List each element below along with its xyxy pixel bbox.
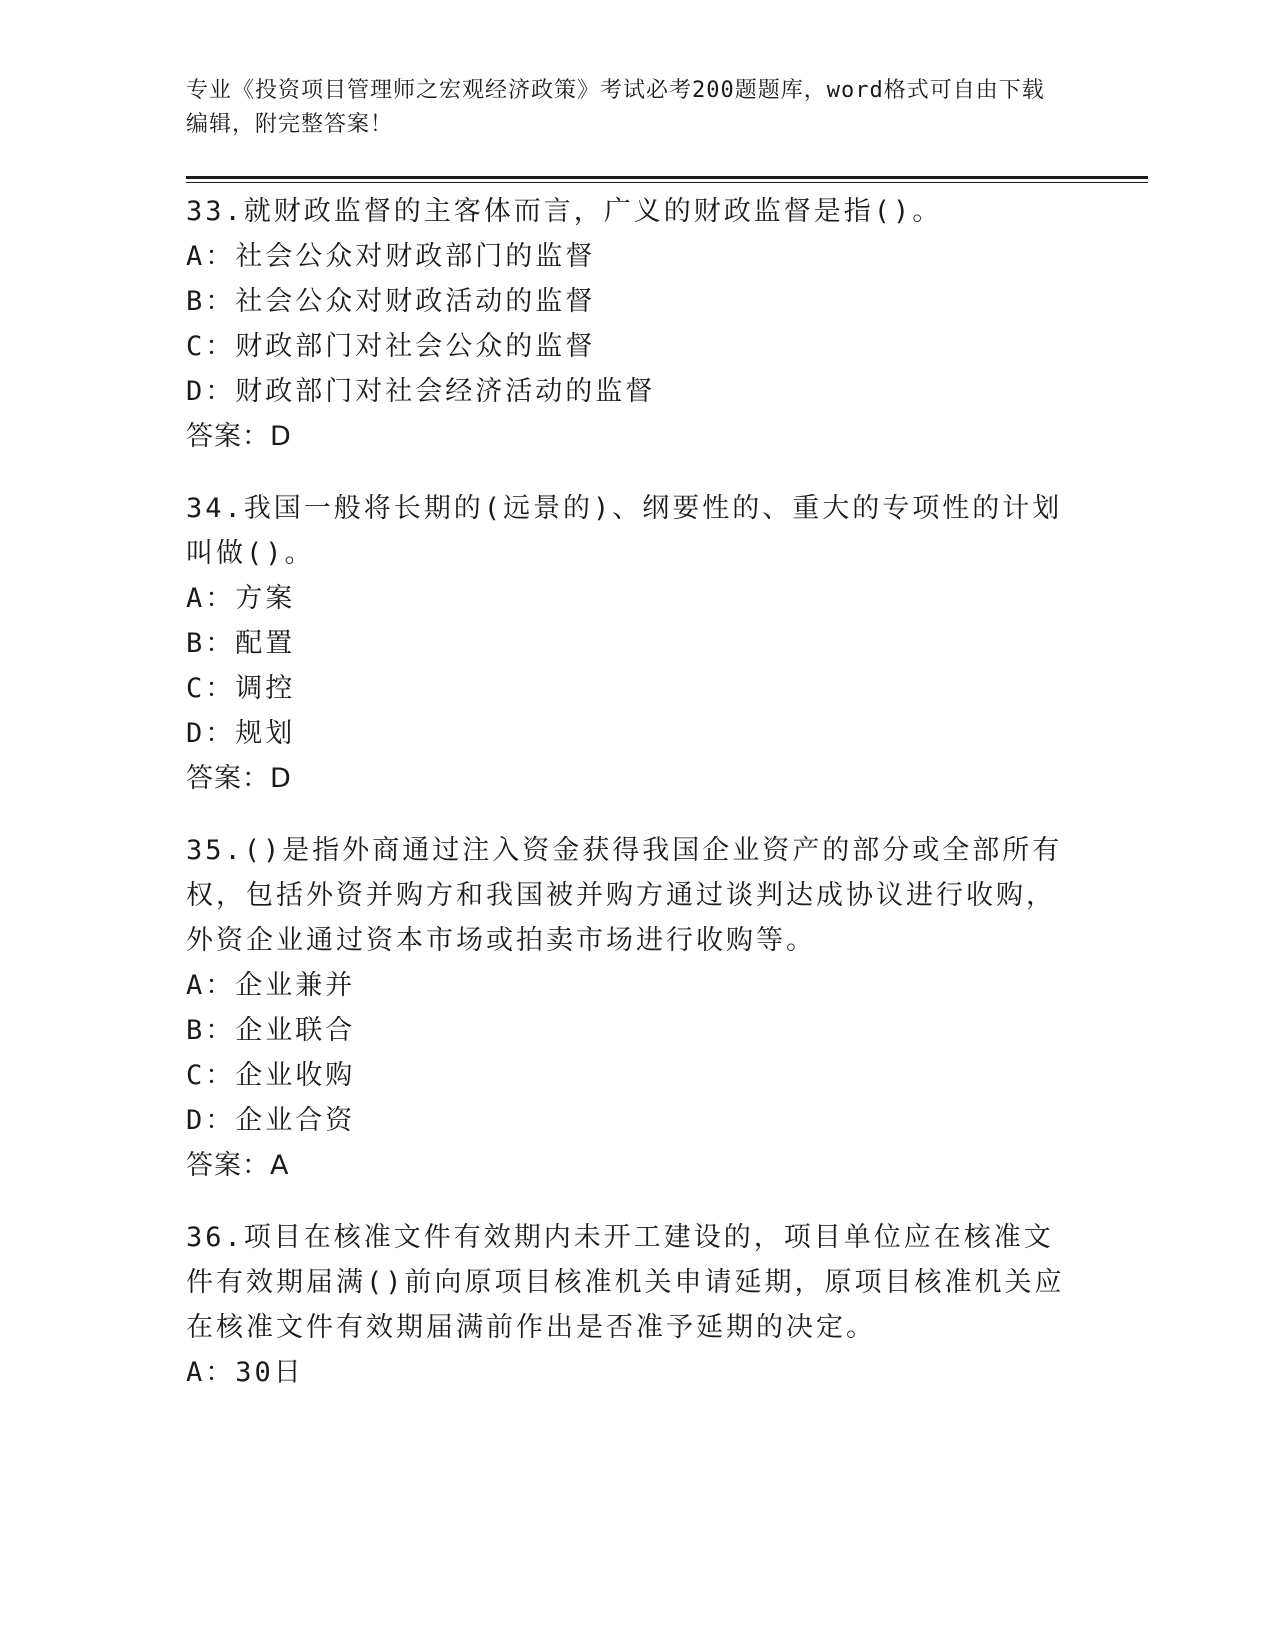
- answer-line: 答案：A: [186, 1150, 290, 1181]
- option-b: B：社会公众对财政活动的监督: [186, 286, 596, 317]
- option-a: A：企业兼并: [186, 970, 356, 1001]
- option-b: B：企业联合: [186, 1015, 356, 1046]
- option-a: A：方案: [186, 583, 296, 614]
- document-header: 专业《投资项目管理师之宏观经济政策》考试必考200题题库，word格式可自由下载编辑，附完整答案！: [186, 78, 1045, 137]
- question-stem: 33.就财政监督的主客体而言，广义的财政监督是指()。: [186, 196, 943, 227]
- question-34: [186, 486, 1076, 801]
- option-d: D：规划: [186, 718, 296, 749]
- question-list: [186, 189, 1076, 1422]
- header-rule-thick: [186, 176, 1148, 179]
- header-rule-thin: [186, 182, 1148, 183]
- question-stem: 35.()是指外商通过注入资金获得我国企业资产的部分或全部所有权，包括外资并购方和我国被并购方通过谈判达成协议进行收购，外资企业通过资本市场或拍卖市场进行收购等。: [186, 835, 1063, 956]
- option-b: B：配置: [186, 628, 296, 659]
- option-d: D：财政部门对社会经济活动的监督: [186, 376, 656, 407]
- option-c: C：调控: [186, 673, 296, 704]
- question-stem: 36.项目在核准文件有效期内未开工建设的，项目单位应在核准文件有效期届满()前向原项目核准机关申请延期，原项目核准机关应在核准文件有效期届满前作出是否准予延期的决定。: [186, 1222, 1065, 1343]
- option-a: A：30日: [186, 1357, 304, 1388]
- option-c: C：企业收购: [186, 1060, 356, 1091]
- option-c: C：财政部门对社会公众的监督: [186, 331, 596, 362]
- question-36: [186, 1215, 1076, 1395]
- question-33: [186, 189, 1076, 459]
- option-d: D：企业合资: [186, 1105, 356, 1136]
- answer-line: 答案：D: [186, 763, 292, 794]
- question-35: [186, 828, 1076, 1188]
- answer-line: 答案：D: [186, 421, 292, 452]
- question-stem: 34.我国一般将长期的(远景的)、纲要性的、重大的专项性的计划叫做()。: [186, 493, 1063, 569]
- option-a: A：社会公众对财政部门的监督: [186, 241, 596, 272]
